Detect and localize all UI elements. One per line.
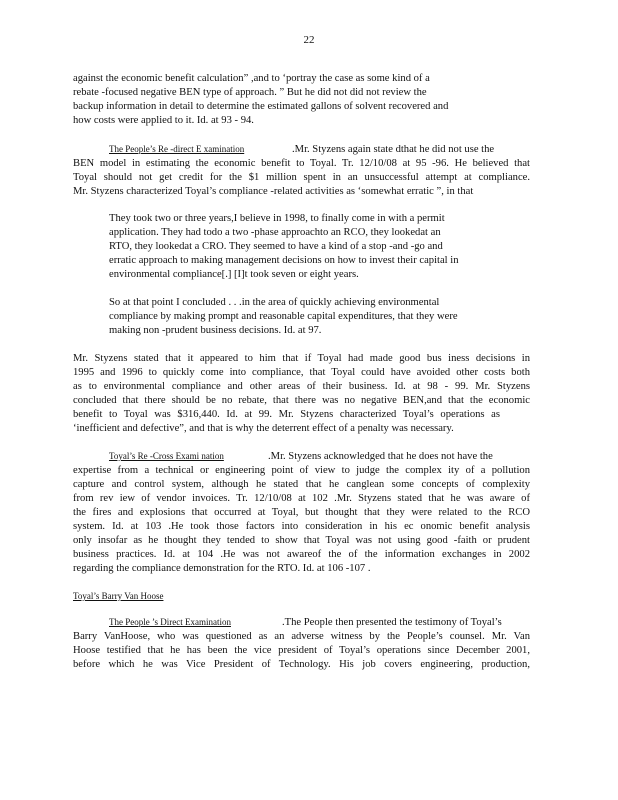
quote-line: application. They had todo a two -phase approachto an RCO, they lookedat an — [109, 227, 441, 238]
text-line: only insofar as he thought they tended to show that Toyal was not using good -faith or prudent — [73, 535, 530, 546]
page-number: 22 — [303, 34, 315, 46]
text-line: 1995 and 1996 to quickly come into compliance, that Toyal could have avoided other costs both — [73, 367, 530, 378]
quote-line: making non -prudent business decisions. Id. at 97. — [109, 325, 322, 336]
text-line: Mr. Styzens characterized Toyal’s compliance -related activities as ‘somewhat erratic ”, in that — [73, 186, 474, 197]
text-line: business practices. Id. at 104 .He was not awareof the of the information exchanges in 2002 — [73, 549, 530, 560]
text-line: regarding the compliance demonstration for the RTO. Id. at 106 -107 . — [73, 563, 371, 574]
text-line: backup information in detail to determine the estimated gallons of solvent recovered and — [73, 101, 449, 112]
section-heading-recross: Toyal’s Re -Cross Exami nation — [109, 451, 224, 461]
quote-line: environmental compliance[.] [I]t took seven or eight years. — [109, 269, 359, 280]
text-line: the fires and explosions that occurred at Toyal, but thought that they were related to the RCO — [73, 507, 530, 518]
quote-line: erratic approach to making management decisions on how to invest their capital in — [109, 255, 459, 266]
text-line: system. Id. at 103 .He took those factors into consideration in his ec onomic benefit analysis — [73, 521, 530, 532]
text-line: .Mr. Styzens acknowledged that he does not have the — [268, 451, 493, 462]
text-line: concluded that there should be no rebate, that there was no negative BEN,and that the economic — [73, 395, 530, 406]
text-line: ‘inefficient and defective”, and that is why the deterrent effect of a penalty was necessary. — [73, 423, 454, 434]
text-line: before which he was Vice President of Technology. His job covers engineering, production, — [73, 659, 530, 670]
text-line: capture and control system, although he stated that he canglean some concepts of complexity — [73, 479, 530, 490]
text-line: against the economic benefit calculation” ,and to ‘portray the case as some kind of a — [73, 73, 430, 84]
quote-line: RTO, they lookedat a CRO. They seemed to have a kind of a stop -and -go and — [109, 241, 443, 252]
text-line: Hoose testified that he has been the vice president of Toyal’s operations since December 2001, — [73, 645, 530, 656]
text-line: BEN model in estimating the economic benefit to Toyal. Tr. 12/10/08 at 95 -96. He believed that — [73, 158, 530, 169]
text-line: rebate -focused negative BEN type of approach. ” But he did not did not review the — [73, 87, 427, 98]
text-line: how costs were applied to it. Id. at 93 - 94. — [73, 115, 254, 126]
text-line: Mr. Styzens stated that it appeared to him that if Toyal had made good bus iness decisions in — [73, 353, 530, 364]
section-heading-direct: The People ’s Direct Examination — [109, 617, 231, 627]
quote-line: They took two or three years,I believe in 1998, to finally come in with a permit — [109, 213, 445, 224]
quote-line: compliance by making prompt and reasonable capital expenditures, that they were — [109, 311, 458, 322]
section-heading-redirect: The People’s Re -direct E xamination — [109, 144, 245, 154]
text-line: Toyal should not get credit for the $1 million spent in an unsuccessful attempt at compliance. — [73, 172, 530, 183]
quote-line: So at that point I concluded . . .in the area of quickly achieving environmental — [109, 297, 440, 308]
text-line: Barry VanHoose, who was questioned as an adverse witness by the People’s counsel. Mr. Van — [73, 631, 530, 642]
text-line: benefit to Toyal was $316,440. Id. at 99. Mr. Styzens characterized Toyal’s operations as — [73, 409, 500, 420]
text-line: .Mr. Styzens again state dthat he did not use the — [292, 144, 495, 155]
text-line: as to environmental compliance and other areas of their business. Id. at 98 - 99. Mr. Styzens — [73, 381, 530, 392]
witness-heading: Toyal’s Barry Van Hoose — [73, 591, 164, 601]
text-line: expertise from a technical or engineering point of view to judge the complex ity of a pollution — [73, 465, 530, 476]
text-line: from rev iew of vendor invoices. Tr. 12/10/08 at 102 .Mr. Styzens stated that he was aware of — [73, 493, 530, 504]
text-line: .The People then presented the testimony of Toyal’s — [282, 617, 502, 628]
